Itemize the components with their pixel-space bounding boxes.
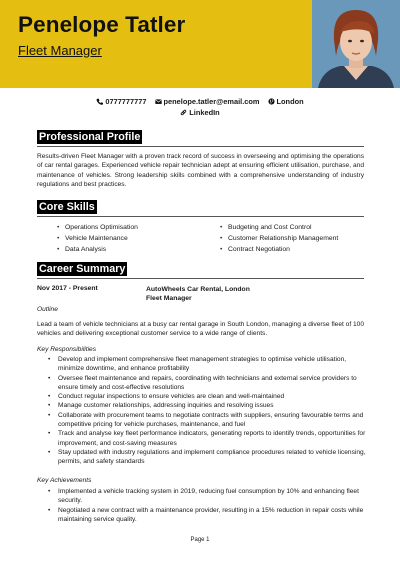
candidate-name: Penelope Tatler (18, 12, 186, 37)
list-item: • Negotiated a new contract with a maintenance provider, resulting in a 15% reduction in repair costs while maintaining service quality. (48, 506, 366, 525)
skill-item: • Vehicle Maintenance (57, 234, 138, 245)
profile-photo-illustration (312, 0, 400, 88)
profile-summary: Results-driven Fleet Manager with a proven track record of success in overseeing and optimising the operations of car rental garages. Experienced vehicle repair technician adept at ensuring efficient utilisation, purchase, and maintenance of vehicles. Strong leadership skills combined with a comprehensive understanding of industry regulations and best practices. (37, 153, 364, 188)
phone-icon (96, 98, 103, 105)
globe-icon (268, 98, 275, 105)
list-item: • Implemented a vehicle tracking system in 2019, reducing fuel consumption by 10% and enhancing fleet security. (48, 487, 366, 506)
skill-item: • Budgeting and Cost Control (220, 223, 338, 234)
achievements-heading: Key Achievements (37, 477, 92, 484)
list-item: • Manage customer relationships, addressing inquiries and resolving issues (48, 401, 366, 410)
list-item: • Track and analyse key fleet performance indicators, generating reports to identify trends, opportunities for improvement, and cost-saving measures (48, 429, 366, 448)
job-employer (146, 285, 250, 304)
contact-row-1 (0, 96, 400, 107)
responsibilities-list (48, 355, 366, 467)
page-number: Page 1 (190, 537, 210, 543)
job-company-name: AutoWheels Car Rental, London (146, 286, 250, 293)
location-item (268, 96, 304, 107)
list-item: • Collaborate with procurement teams to negotiate contracts with suppliers, ensuring favourable terms and competitive pricing for vehicle purchases, maintenance, and fuel (48, 411, 366, 430)
section-divider (37, 146, 364, 147)
section-divider (37, 278, 364, 279)
job-outline: Lead a team of vehicle technicians at a busy car rental garage in South London, managing a diverse fleet of 100 vehicles and delivering exceptional customer service to a wide range of clients. (37, 321, 364, 338)
skill-item: • Data Analysis (57, 245, 138, 256)
envelope-icon (155, 98, 162, 105)
phone-item (96, 96, 146, 107)
section-divider (37, 216, 364, 217)
header-banner (0, 0, 400, 88)
skill-item: • Operations Optimisation (57, 223, 138, 234)
job-date: Nov 2017 - Present (37, 285, 98, 292)
link-icon (180, 109, 187, 116)
profile-photo (312, 0, 400, 88)
section-title-profile: Professional Profile (39, 131, 141, 143)
responsibilities-heading: Key Responsibilities (37, 346, 97, 353)
job-position: Fleet Manager (146, 295, 192, 303)
email-text: penelope.tatler@email.com (163, 97, 260, 106)
skill-item: • Contract Negotiation (220, 245, 338, 256)
list-item: • Oversee fleet maintenance and repairs, coordinating with technicians and external service providers to ensure timely and cost-effective resolutions (48, 374, 366, 393)
skills-list-left (57, 223, 138, 255)
location-text: London (276, 97, 304, 106)
skill-item: • Customer Relationship Management (220, 234, 338, 245)
linkedin-text: LinkedIn (189, 108, 220, 117)
phone-text: 0777777777 (105, 97, 147, 106)
outline-heading: Outline (37, 306, 58, 313)
candidate-role: Fleet Manager (18, 43, 102, 58)
contact-row-2 (0, 107, 400, 118)
list-item: • Conduct regular inspections to ensure vehicles are clean and well-maintained (48, 392, 366, 401)
list-item: • Stay updated with industry regulations and implement compliance procedures related to vehicle licensing, permits, and safety standards (48, 448, 366, 467)
linkedin-item[interactable] (180, 107, 219, 118)
list-item: • Develop and implement comprehensive fleet management strategies to optimise vehicle utilisation, minimize downtime, and enhance profitability (48, 355, 366, 374)
email-item[interactable] (155, 96, 260, 107)
contact-info (0, 96, 400, 118)
section-title-career: Career Summary (39, 263, 126, 275)
section-title-skills: Core Skills (39, 201, 95, 213)
skills-list-right (220, 223, 338, 255)
achievements-list (48, 487, 366, 524)
